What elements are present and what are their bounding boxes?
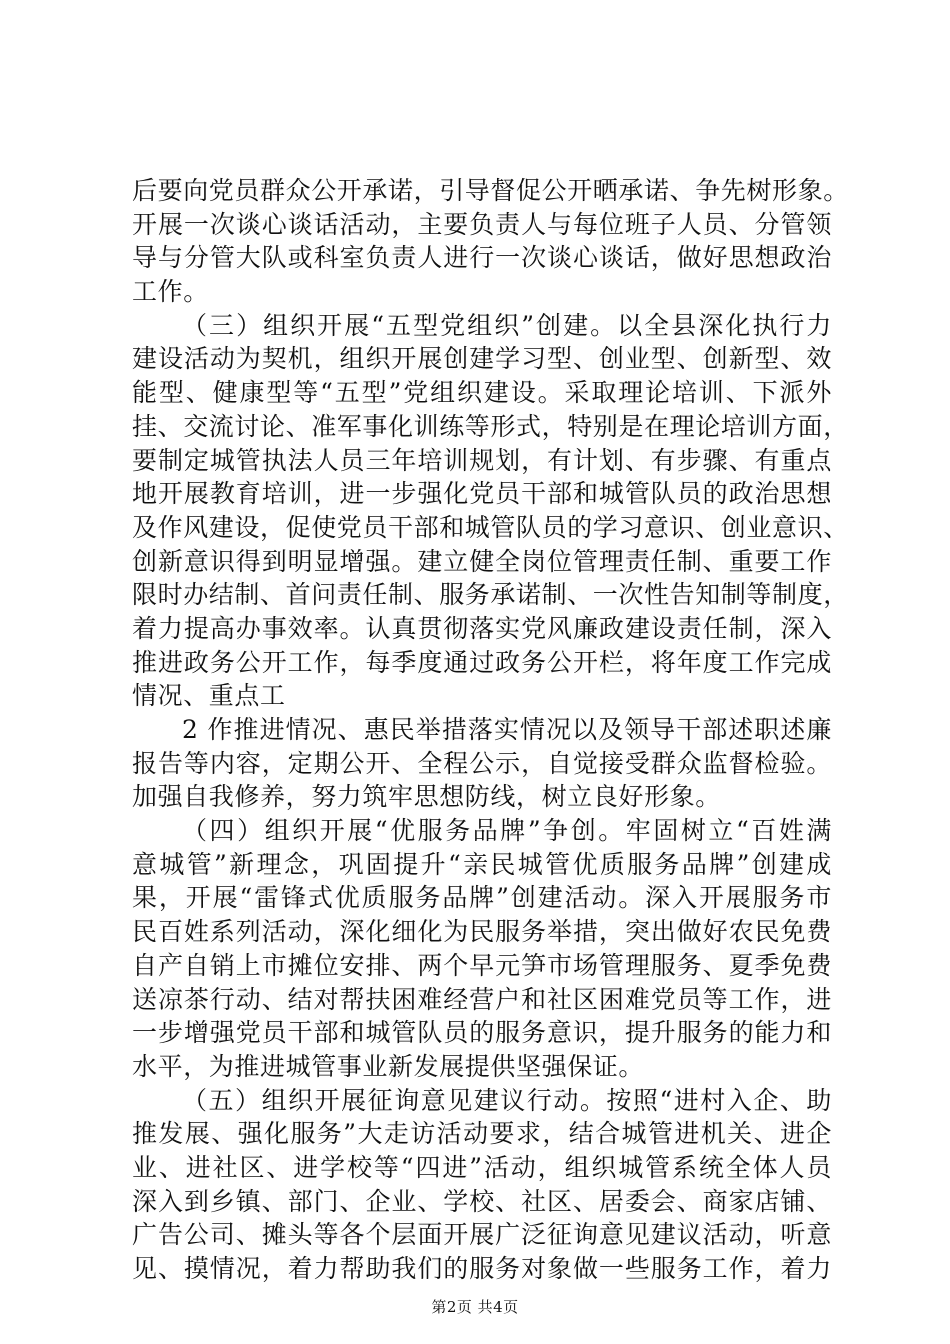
text-line: 一步增强党员干部和城管队员的服务意识，提升服务的能力和 — [132, 1018, 832, 1048]
text-line: 能型、健康型等“五型”党组织建设。采取理论培训、下派外 — [132, 378, 832, 408]
text-line: 挂、交流讨论、准军事化训练等形式，特别是在理论培训方面， — [132, 411, 849, 441]
text-line: 推进政务公开工作，每季度通过政务公开栏，将年度工作完成 — [132, 647, 832, 677]
text-line: 果，开展“雷锋式优质服务品牌”创建活动。深入开展服务市 — [132, 883, 832, 913]
text-line: 及作风建设，促使党员干部和城管队员的学习意识、创业意识、 — [132, 512, 849, 542]
text-line: 导与分管大队或科室负责人进行一次谈心谈话，做好思想政治 — [132, 243, 832, 273]
text-line: 建设活动为契机，组织开展创建学习型、创业型、创新型、效 — [132, 344, 832, 374]
text-line: 推发展、强化服务”大走访活动要求，结合城管进机关、进企 — [132, 1119, 832, 1149]
text-line: 民百姓系列活动，深化细化为民服务举措，突出做好农民免费 — [132, 917, 832, 947]
text-line: 要制定城管执法人员三年培训规划，有计划、有步骤、有重点 — [132, 445, 832, 475]
text-line: 后要向党员群众公开承诺，引导督促公开晒承诺、争先树形象。 — [132, 176, 849, 205]
text-line: 2 作推进情况、惠民举措落实情况以及领导干部述职述廉 — [182, 715, 832, 744]
text-line: 见、摸情况，着力帮助我们的服务对象做一些服务工作，着力 — [132, 1254, 832, 1283]
text-line: 深入到乡镇、部门、企业、学校、社区、居委会、商家店铺、 — [132, 1186, 832, 1216]
text-line: 业、进社区、进学校等“四进”活动，组织城管系统全体人员 — [132, 1152, 832, 1182]
text-line: 送凉茶行动、结对帮扶困难经营户和社区困难党员等工作，进 — [132, 984, 832, 1014]
text-line: 广告公司、摊头等各个层面开展广泛征询意见建议活动，听意 — [132, 1220, 832, 1250]
text-line: 着力提高办事效率。认真贯彻落实党风廉政建设责任制，深入 — [132, 613, 832, 643]
page-footer: 第2页 共4页 — [431, 1298, 519, 1316]
text-line: 情况、重点工 — [132, 681, 286, 711]
text-line: （三）组织开展“五型党组织”创建。以全县深化执行力 — [182, 310, 832, 340]
text-line: （五）组织开展征询意见建议行动。按照“进村入企、助 — [182, 1085, 832, 1115]
document-body — [132, 174, 849, 1286]
text-line: 开展一次谈心谈话活动，主要负责人与每位班子人员、分管领 — [132, 209, 832, 239]
text-line: 水平，为推进城管事业新发展提供坚强保证。 — [132, 1051, 645, 1081]
text-line: （四）组织开展“优服务品牌”争创。牢固树立“百姓满 — [182, 816, 832, 846]
text-line: 限时办结制、首问责任制、服务承诺制、一次性告知制等制度， — [132, 580, 849, 610]
text-line: 创新意识得到明显增强。建立健全岗位管理责任制、重要工作 — [132, 546, 832, 576]
text-line: 加强自我修养，努力筑牢思想防线，树立良好形象。 — [132, 782, 721, 812]
text-line: 报告等内容，定期公开、全程公示，自觉接受群众监督检验。 — [132, 748, 832, 778]
text-line: 自产自销上市摊位安排、两个早元笋市场管理服务、夏季免费 — [132, 950, 832, 980]
text-line: 地开展教育培训，进一步强化党员干部和城管队员的政治思想 — [132, 479, 832, 509]
text-line: 意城管”新理念，巩固提升“亲民城管优质服务品牌”创建成 — [132, 849, 832, 879]
text-line: 工作。 — [132, 277, 209, 307]
